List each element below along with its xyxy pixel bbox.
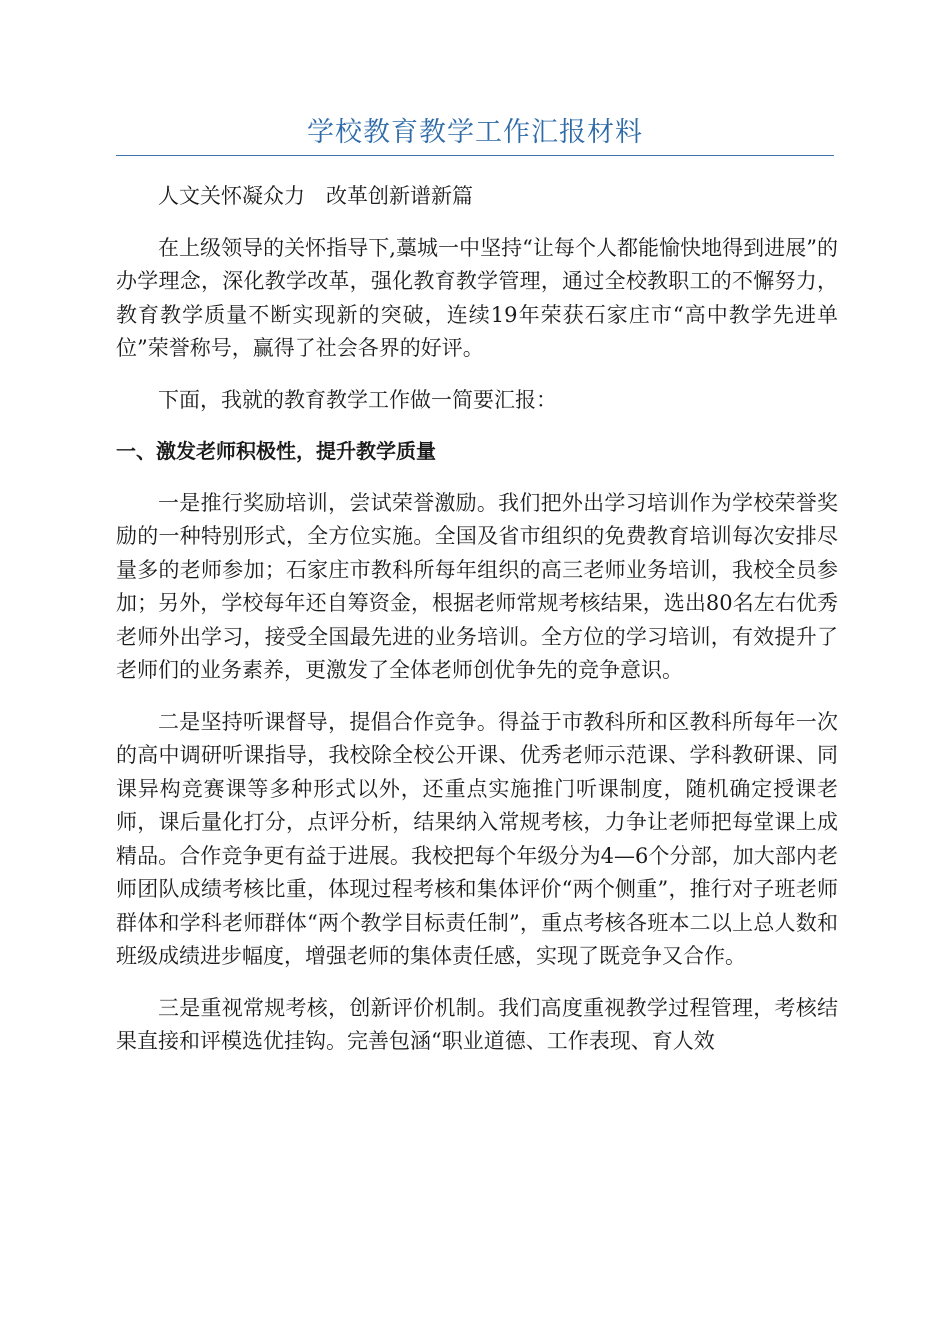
document-body [116, 180, 838, 1059]
section-paragraph-3: 三是重视常规考核，创新评价机制。我们高度重视教学过程管理，考核结果直接和评模选优挂钩。完善包涵“职业道德、工作表现、育人效 [116, 995, 838, 1053]
document-subtitle: 人文关怀凝众力 改革创新谱新篇 [158, 184, 473, 208]
section-paragraph-1: 一是推行奖励培训，尝试荣誉激励。我们把外出学习培训作为学校荣誉奖励的一种特别形式，全方位实施。全国及省市组织的免费教育培训每次安排尽量多的老师参加；石家庄市教科所每年组织的高三老师业务培训，我校全员参加；另外，学校每年还自筹资金，根据老师常规考核结果，选出80名左右优秀老师外出学习，接受全国最先进的业务培训。全方位的学习培训，有效提升了老师们的业务素养，更激发了全体老师创优争先的竞争意识。 [116, 490, 838, 682]
intro-paragraph: 在上级领导的关怀指导下,藁城一中坚持“让每个人都能愉快地得到进展”的办学理念，深化教学改革，强化教育教学管理，通过全校教职工的不懈努力，教育教学质量不断实现新的突破，连续19年荣获石家庄市“高中教学先进单位”荣誉称号，赢得了社会各界的好评。 [116, 235, 838, 360]
document-title: 学校教育教学工作汇报材料 [307, 117, 643, 148]
section-paragraph-2: 二是坚持听课督导，提倡合作竞争。得益于市教科所和区教科所每年一次的高中调研听课指导，我校除全校公开课、优秀老师示范课、学科教研课、同课异构竞赛课等多种形式以外，还重点实施推门听课制度，随机确定授课老师，课后量化打分，点评分析，结果纳入常规考核，力争让老师把每堂课上成精品。合作竞争更有益于进展。我校把每个年级分为4—6个分部，加大部内老师团队成绩考核比重，体现过程考核和集体评价“两个侧重”，推行对子班老师群体和学科老师群体“两个教学目标责任制”，重点考核各班本二以上总人数和班级成绩进步幅度，增强老师的集体责任感，实现了既竞争又合作。 [116, 709, 838, 968]
section-heading: 一、激发老师积极性，提升教学质量 [116, 439, 436, 463]
title-divider [116, 155, 834, 156]
lead-paragraph: 下面，我就的教育教学工作做一简要汇报： [158, 387, 557, 412]
